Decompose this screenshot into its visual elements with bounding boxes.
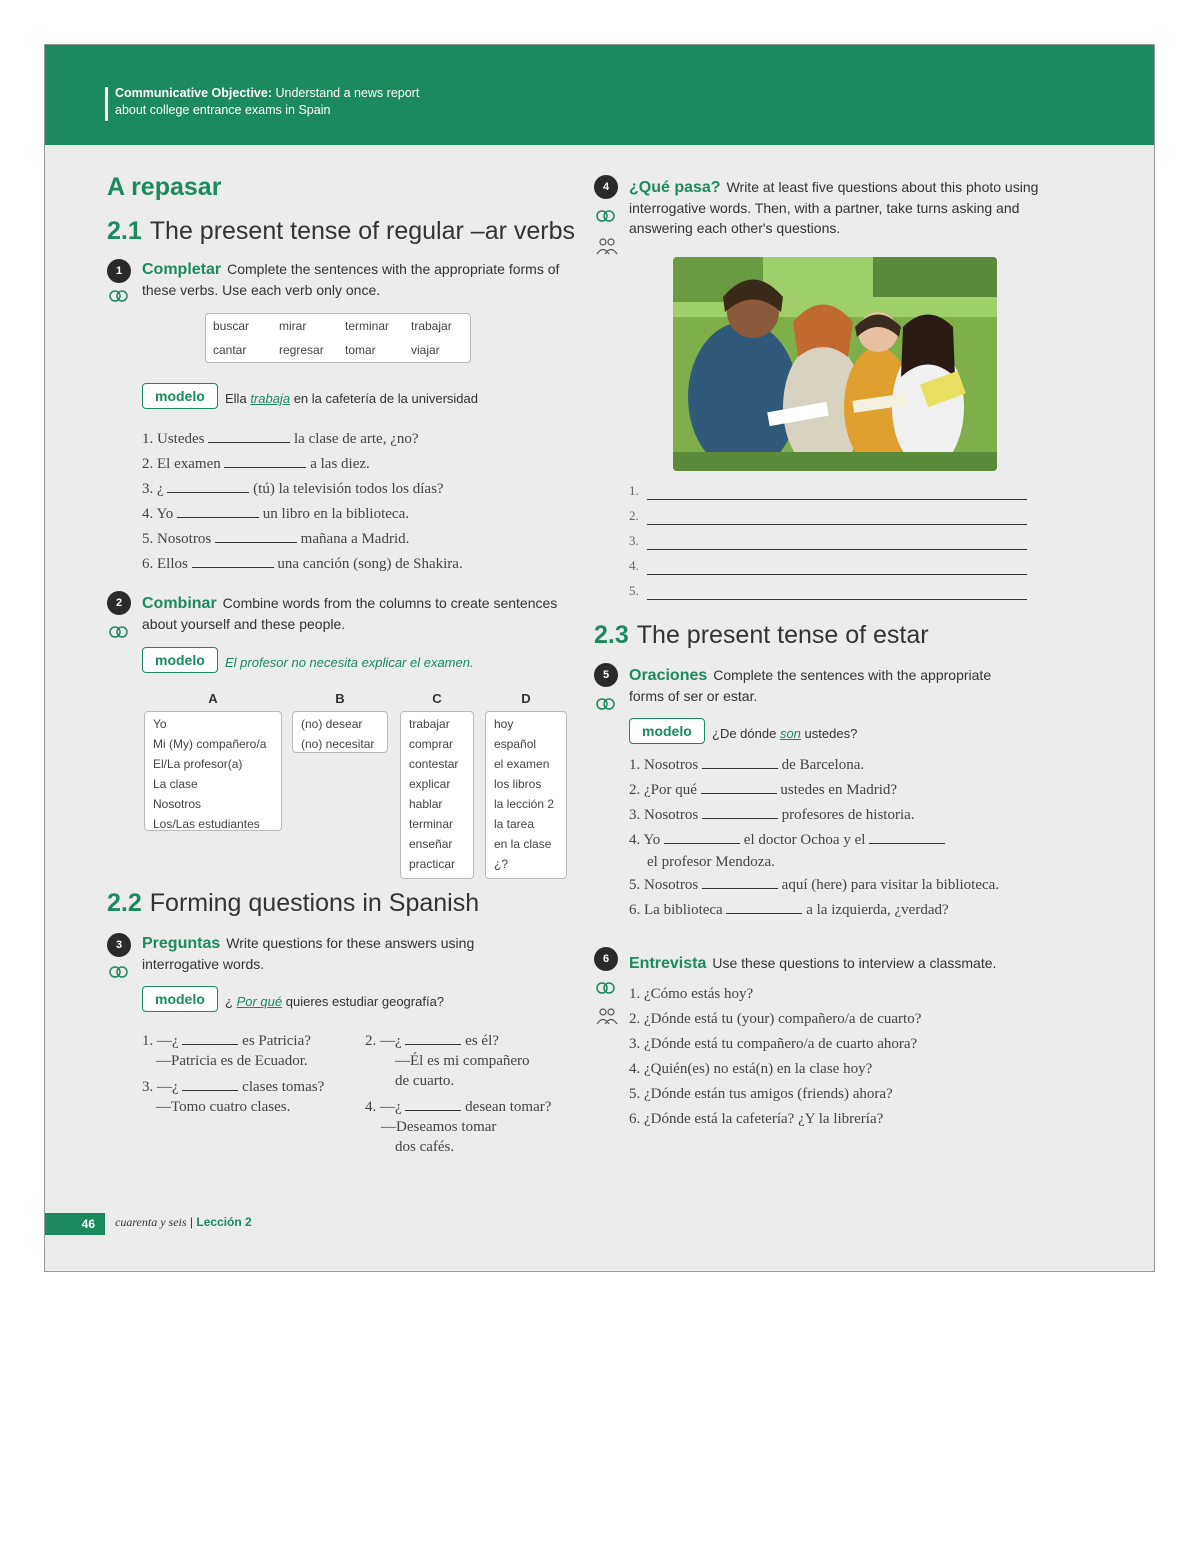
column-entry: (no) necesitar	[301, 737, 375, 751]
question-2: 2. —¿ es él? —Él es mi compañero de cuarto.	[365, 1033, 530, 1089]
exercise-title: Entrevista	[629, 955, 707, 972]
exercise-6-items	[629, 982, 921, 1132]
modelo-example	[225, 994, 444, 1009]
list-item: 2. ¿Por qué ustedes en Madrid?	[629, 782, 898, 798]
section-title-text: The present tense of regular –ar verbs	[149, 217, 575, 245]
verb-cell: regresar	[279, 343, 324, 357]
list-item: 5. Nosotros aquí (here) para visitar la biblioteca.	[629, 877, 1000, 893]
answer-line[interactable]: 3.	[629, 532, 1027, 557]
list-item: 6. La biblioteca a la izquierda, ¿verdad?	[629, 902, 949, 918]
column-entry: la tarea	[494, 817, 535, 831]
answer-blank[interactable]	[702, 767, 778, 769]
column-entry: El/La profesor(a)	[153, 757, 243, 771]
lesson-label: Lección 2	[196, 1215, 252, 1229]
exercise-6-header	[629, 953, 1049, 974]
answer-blank[interactable]	[869, 842, 945, 844]
section-number: 2.2	[107, 889, 142, 917]
exercise-5-badge: 5	[594, 663, 618, 687]
exercise-3-header	[142, 933, 542, 974]
column-entry: hablar	[409, 797, 443, 811]
column-d-box	[485, 711, 567, 879]
answer-blank[interactable]	[664, 842, 740, 844]
list-item: 2. ¿Dónde está tu (your) compañero/a de cuarto?	[629, 1011, 922, 1027]
column-c-header: C	[432, 691, 442, 706]
question-1: 1. —¿ es Patricia? —Patricia es de Ecuador.	[142, 1033, 311, 1069]
answer-line[interactable]: 5.	[629, 582, 1027, 607]
verb-cell: viajar	[411, 343, 440, 357]
page-footer	[115, 1215, 252, 1230]
exercise-1-items	[142, 427, 463, 577]
answer-blank[interactable]	[208, 441, 290, 443]
modelo-label: modelo	[142, 383, 218, 409]
answer-lines	[629, 482, 1027, 607]
modelo-post: ustedes?	[804, 726, 858, 741]
section-2-1-title	[107, 217, 575, 246]
exercise-title: Preguntas	[142, 935, 221, 952]
list-item: 5. ¿Dónde están tus amigos (friends) ahora?	[629, 1086, 893, 1102]
answer-blank[interactable]	[701, 792, 777, 794]
list-item: 4. Yo un libro en la biblioteca.	[142, 506, 409, 522]
column-a-header: A	[208, 691, 218, 706]
column-a-box	[144, 711, 282, 831]
list-item: 6. ¿Dónde está la cafetería? ¿Y la librería?	[629, 1111, 884, 1127]
exercise-title: ¿Qué pasa?	[629, 179, 721, 196]
column-entry: hoy	[494, 717, 514, 731]
column-b-box	[292, 711, 388, 753]
exercise-title: Combinar	[142, 595, 217, 612]
pair-work-icon	[596, 697, 616, 714]
banner-text	[115, 85, 445, 119]
modelo-pre: ¿De dónde	[712, 726, 777, 741]
verb-cell: mirar	[279, 319, 307, 333]
verb-cell: cantar	[213, 343, 247, 357]
students-photo	[673, 257, 997, 471]
modelo-example	[225, 391, 478, 406]
column-entry: La clase	[153, 777, 198, 791]
modelo-pre: ¿	[225, 994, 233, 1009]
column-entry: enseñar	[409, 837, 453, 851]
column-c-box	[400, 711, 474, 879]
modelo-label: modelo	[142, 647, 218, 673]
column-entry: terminar	[409, 817, 454, 831]
exercise-3-badge: 3	[107, 933, 131, 957]
exercise-6-badge: 6	[594, 947, 618, 971]
objective-banner	[45, 45, 1154, 145]
exercise-title: Completar	[142, 261, 222, 278]
exercise-title: Oraciones	[629, 667, 708, 684]
modelo-post: en la cafetería de la universidad	[293, 391, 478, 406]
modelo-answer: son	[779, 726, 801, 741]
column-entry: el examen	[494, 757, 550, 771]
list-item: 6. Ellos una canción (song) de Shakira.	[142, 556, 463, 572]
banner-divider	[105, 87, 108, 121]
modelo-answer: Por qué	[236, 994, 283, 1009]
column-b-header: B	[335, 691, 345, 706]
answer-blank[interactable]	[182, 1043, 238, 1045]
exercise-4-header	[629, 177, 1049, 238]
answer-blank[interactable]	[182, 1089, 238, 1091]
group-work-icon	[596, 237, 618, 258]
exercise-instructions: Write at least five questions about this photo using interrogative words. Then, with a partner, take turns asking and answering each other's questions.	[629, 179, 1039, 236]
answer-line[interactable]: 2.	[629, 507, 1027, 532]
section-heading: A repasar	[107, 173, 222, 201]
objective-label: Communicative Objective:	[115, 86, 272, 100]
list-item: 3. ¿ (tú) la televisión todos los días?	[142, 481, 444, 497]
list-item: 5. Nosotros mañana a Madrid.	[142, 531, 410, 547]
list-item: 4. Yo el doctor Ochoa y el	[629, 828, 999, 853]
exercise-2-badge: 2	[107, 591, 131, 615]
answer-blank[interactable]	[405, 1043, 461, 1045]
answer-blank[interactable]	[192, 566, 274, 568]
verb-cell: tomar	[345, 343, 376, 357]
exercise-instructions: Write questions for these answers using interrogative words.	[142, 935, 475, 972]
list-item: 2. El examen a las diez.	[142, 456, 370, 472]
pair-work-icon	[109, 625, 129, 642]
modelo-label: modelo	[142, 986, 218, 1012]
exercise-2-header	[142, 593, 572, 634]
column-entry: los libros	[494, 777, 542, 791]
pair-work-icon	[596, 981, 616, 998]
exercise-5-header	[629, 665, 1029, 706]
verb-cell: buscar	[213, 319, 250, 333]
modelo-label: modelo	[629, 718, 705, 744]
modelo-example: El profesor no necesita explicar el examen.	[225, 655, 474, 670]
column-d-header: D	[521, 691, 531, 706]
list-item: 4. ¿Quién(es) no está(n) en la clase hoy?	[629, 1061, 873, 1077]
column-entry: trabajar	[409, 717, 450, 731]
answer-blank[interactable]	[167, 491, 249, 493]
modelo-example	[712, 726, 857, 741]
column-entry: practicar	[409, 857, 456, 871]
section-title-text: The present tense of estar	[636, 621, 929, 649]
column-entry: en la clase	[494, 837, 552, 851]
verb-cell: terminar	[345, 319, 390, 333]
column-entry: explicar	[409, 777, 451, 791]
section-title-text: Forming questions in Spanish	[149, 889, 480, 917]
group-work-icon	[596, 1007, 618, 1028]
answer-blank[interactable]	[702, 817, 778, 819]
list-item: 3. ¿Dónde está tu compañero/a de cuarto ahora?	[629, 1036, 918, 1052]
pair-work-icon	[109, 965, 129, 982]
list-item: 1. ¿Cómo estás hoy?	[629, 986, 754, 1002]
answer-blank[interactable]	[702, 887, 778, 889]
exercise-instructions: Complete the sentences with the appropriate forms of these verbs. Use each verb only once.	[142, 261, 560, 298]
page-number-words: cuarenta y seis	[115, 1215, 187, 1229]
modelo-post: quieres estudiar geografía?	[285, 994, 445, 1009]
objective-text: Understand a news report about college entrance exams in Spain	[115, 86, 420, 117]
section-number: 2.1	[107, 217, 142, 245]
exercise-instructions: Combine words from the columns to create sentences about yourself and these people.	[142, 595, 558, 632]
column-entry: ¿?	[494, 857, 509, 871]
answer-blank[interactable]	[405, 1109, 461, 1111]
exercise-1-header	[142, 259, 572, 300]
list-item: 1. Ustedes la clase de arte, ¿no?	[142, 431, 419, 447]
verb-cell: trabajar	[411, 319, 452, 333]
column-entry: comprar	[409, 737, 454, 751]
column-entry: Yo	[153, 717, 167, 731]
modelo-pre: Ella	[225, 391, 247, 406]
answer-line[interactable]: 4.	[629, 557, 1027, 582]
answer-blank[interactable]	[177, 516, 259, 518]
section-number: 2.3	[594, 621, 629, 649]
column-entry: contestar	[409, 757, 459, 771]
pair-work-icon	[109, 289, 129, 306]
modelo-answer: trabaja	[250, 391, 291, 406]
column-entry: español	[494, 737, 537, 751]
question-3: 3. —¿ clases tomas? —Tomo cuatro clases.	[142, 1079, 325, 1115]
textbook-page	[44, 44, 1155, 1272]
answer-blank[interactable]	[215, 541, 297, 543]
section-2-3-title	[594, 621, 929, 650]
column-entry: la lección 2	[494, 797, 555, 811]
page-number: 46	[45, 1213, 105, 1235]
exercise-instructions: Complete the sentences with the appropriate forms of ser or estar.	[629, 667, 992, 704]
column-entry: Los/Las estudiantes	[153, 817, 260, 831]
exercise-5-items	[629, 753, 999, 923]
verb-bank	[205, 313, 471, 363]
exercise-1-badge: 1	[107, 259, 131, 283]
list-item: el profesor Mendoza.	[647, 854, 775, 870]
exercise-4-badge: 4	[594, 175, 618, 199]
answer-line[interactable]: 1.	[629, 482, 1027, 507]
list-item: 1. Nosotros de Barcelona.	[629, 757, 865, 773]
answer-blank[interactable]	[726, 912, 802, 914]
answer-blank[interactable]	[224, 466, 306, 468]
pair-work-icon	[596, 209, 616, 226]
question-4: 4. —¿ desean tomar? —Deseamos tomar dos cafés.	[365, 1099, 552, 1155]
exercise-instructions: Use these questions to interview a classmate.	[712, 955, 997, 971]
section-2-2-title	[107, 889, 479, 918]
list-item: 3. Nosotros profesores de historia.	[629, 807, 915, 823]
footer-separator: |	[189, 1215, 194, 1229]
column-entry: (no) desear	[301, 717, 363, 731]
column-entry: Mi (My) compañero/a	[153, 737, 267, 751]
column-entry: Nosotros	[153, 797, 202, 811]
